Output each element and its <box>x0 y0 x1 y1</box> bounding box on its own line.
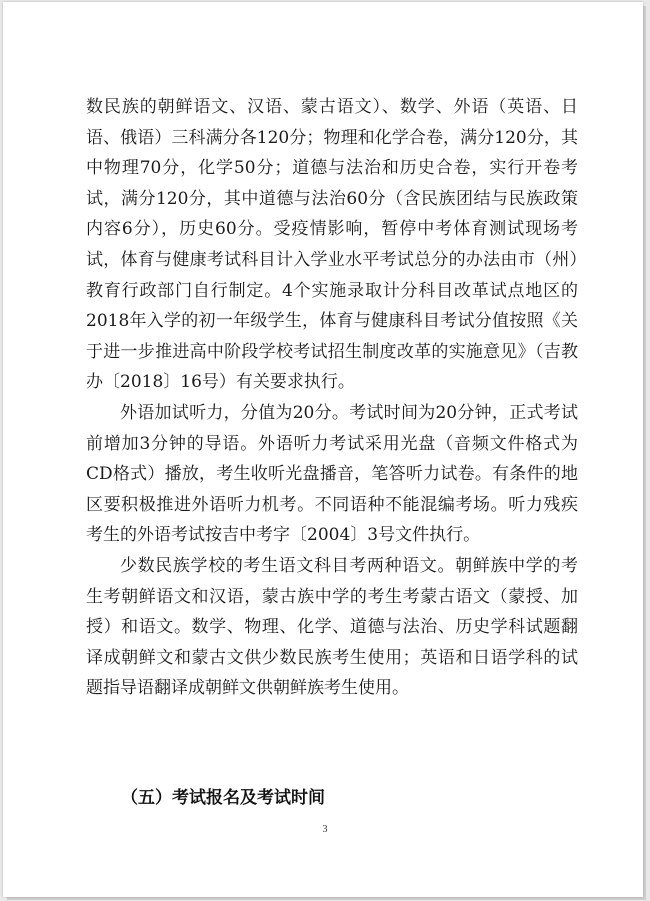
page-shadow-right <box>643 6 646 898</box>
paragraph-continuation: 数民族的朝鲜语文、汉语、蒙古语文）、数学、外语（英语、日语、俄语）三科满分各120分；物理和化学合卷，满分120分，其中物理70分，化学50分；道德与法治和历史合卷，实行开卷考试，满分120分，其中道德与法治60分（含民族团结与民族政策内容6分），历史60分。受疫情影响，暂停中考体育测试现场考试，体育与健康考试科目计入学业水平考试总分的办法由市（州）教育行政部门自行制定。4个实施录取计分科目改革试点地区的2018年入学的初一年级学生，体育与健康科目考试分值按照《关于进一步推进高中阶段学校考试招生制度改革的实施意见》（吉教办〔2018〕16号）有关要求执行。 <box>86 97 578 393</box>
page-shadow-bottom <box>7 897 646 900</box>
paragraph-listening-test: 外语加试听力，分值为20分。考试时间为20分钟，正式考试前增加3分钟的导语。外语听力考试采用光盘（音频文件格式为CD格式）播放，考生收听光盘播音，笔答听力试卷。有条件的地区要积极推进外语听力机考。不同语种不能混编考场。听力残疾考生的外语考试按吉中考字〔2004〕3号文件执行。 <box>86 402 578 546</box>
paragraph-minority-schools: 少数民族学校的考生语文科目考两种语文。朝鲜族中学的考生考朝鲜语文和汉语，蒙古族中学的考生考蒙古语文（蒙授、加授）和语文。数学、物理、化学、道德与法治、历史学科试题翻译成朝鲜文和蒙古文供少数民族考生使用；英语和日语学科的试题指导语翻译成朝鲜文供朝鲜族考生使用。 <box>86 555 578 699</box>
section-heading: （五）考试报名及考试时间 <box>121 788 325 808</box>
document-body <box>86 92 578 704</box>
page-number: 3 <box>322 824 328 835</box>
